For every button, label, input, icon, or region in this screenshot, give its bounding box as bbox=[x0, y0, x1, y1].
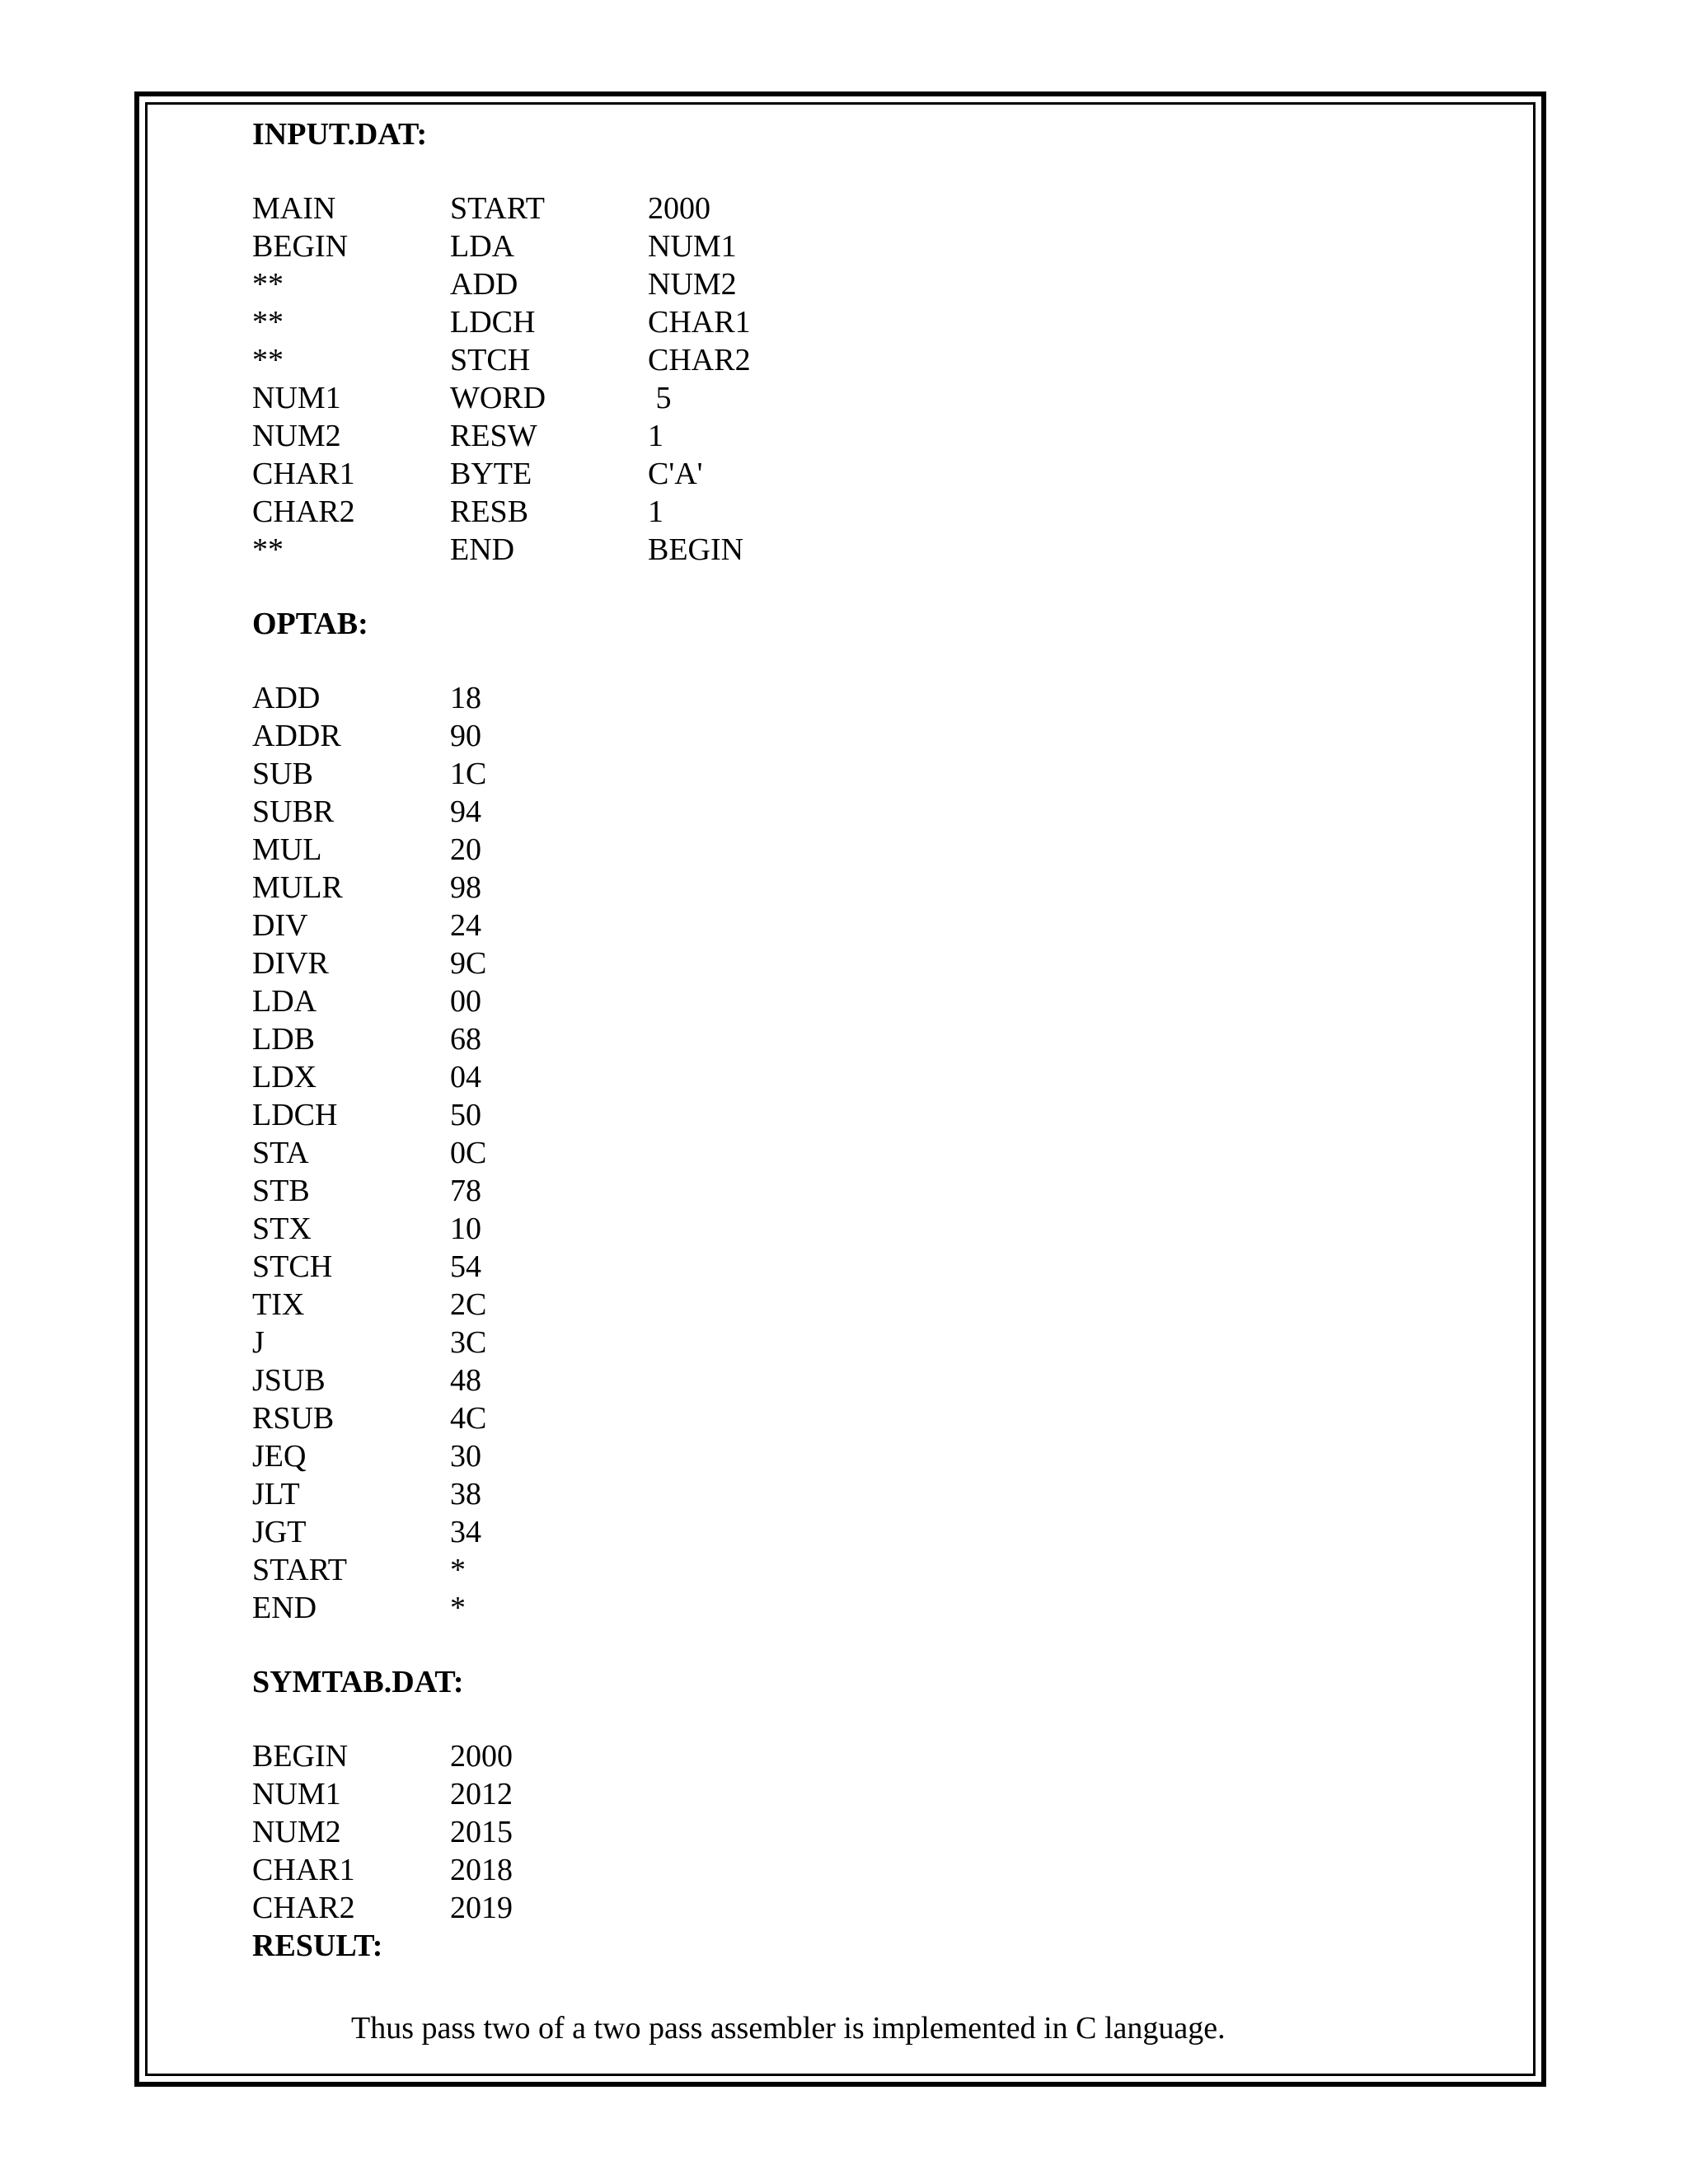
input-row-cell: BEGIN bbox=[648, 532, 744, 567]
optab-row-cell: 48 bbox=[450, 1363, 481, 1398]
optab-row bbox=[252, 907, 1489, 944]
input-row-cell: ** bbox=[252, 532, 284, 567]
optab-row-cell: STCH bbox=[252, 1249, 333, 1284]
optab-row-cell: * bbox=[450, 1553, 466, 1587]
optab-row-cell: 10 bbox=[450, 1212, 481, 1246]
input-row bbox=[252, 265, 1489, 303]
optab-row-cell: START bbox=[252, 1553, 348, 1587]
optab-row-cell: MUL bbox=[252, 832, 322, 867]
optab-row bbox=[252, 1286, 1489, 1324]
input-row-cell: START bbox=[450, 191, 546, 226]
input-row-cell: NUM1 bbox=[648, 229, 737, 264]
optab-row bbox=[252, 1134, 1489, 1172]
optab-row-cell: STA bbox=[252, 1136, 309, 1170]
input-row-cell: NUM2 bbox=[648, 267, 737, 302]
optab-row-cell: MULR bbox=[252, 870, 343, 905]
input-row-cell: 1 bbox=[648, 419, 663, 453]
optab-row-cell: DIVR bbox=[252, 946, 329, 981]
symtab-row bbox=[252, 1813, 1489, 1851]
optab-row-cell: 04 bbox=[450, 1060, 481, 1094]
optab-row bbox=[252, 1361, 1489, 1399]
input-table bbox=[252, 190, 1489, 569]
optab-row-cell: STB bbox=[252, 1174, 310, 1208]
input-row-cell: C'A' bbox=[648, 457, 703, 491]
optab-row-cell: 0C bbox=[450, 1136, 487, 1170]
symtab-row-cell: 2012 bbox=[450, 1777, 513, 1811]
optab-row-cell: RSUB bbox=[252, 1401, 335, 1436]
symtab-row-cell: CHAR2 bbox=[252, 1891, 355, 1925]
optab-row-cell: 00 bbox=[450, 984, 481, 1019]
input-row-cell: CHAR2 bbox=[252, 494, 355, 529]
symtab-row bbox=[252, 1775, 1489, 1813]
optab-row bbox=[252, 869, 1489, 907]
input-row-cell: BEGIN bbox=[252, 229, 349, 264]
optab-table bbox=[252, 679, 1489, 1627]
optab-row-cell: ADD bbox=[252, 681, 321, 715]
input-row-cell: END bbox=[450, 532, 515, 567]
optab-row bbox=[252, 1020, 1489, 1058]
optab-row-cell: LDX bbox=[252, 1060, 317, 1094]
optab-row-cell: END bbox=[252, 1591, 317, 1625]
input-row-cell: NUM2 bbox=[252, 419, 341, 453]
optab-row bbox=[252, 1172, 1489, 1210]
input-row-cell: CHAR1 bbox=[252, 457, 355, 491]
optab-row-cell: 9C bbox=[450, 946, 487, 981]
input-row bbox=[252, 455, 1489, 493]
optab-row-cell: TIX bbox=[252, 1287, 305, 1322]
optab-row bbox=[252, 1058, 1489, 1096]
input-row-cell: ** bbox=[252, 343, 284, 377]
optab-row-cell: 20 bbox=[450, 832, 481, 867]
symtab-row bbox=[252, 1851, 1489, 1889]
optab-row bbox=[252, 1475, 1489, 1513]
input-row bbox=[252, 341, 1489, 379]
optab-row-cell: JSUB bbox=[252, 1363, 326, 1398]
optab-row-cell: 1C bbox=[450, 757, 487, 791]
optab-row-cell: 4C bbox=[450, 1401, 487, 1436]
input-row bbox=[252, 379, 1489, 417]
optab-row-cell: 3C bbox=[450, 1325, 487, 1360]
optab-row-cell: 94 bbox=[450, 794, 481, 829]
optab-row-cell: 98 bbox=[450, 870, 481, 905]
symtab-row-cell: 2000 bbox=[450, 1739, 513, 1774]
document-body bbox=[252, 115, 1489, 1965]
input-row-cell: ** bbox=[252, 267, 284, 302]
optab-row-cell: ADDR bbox=[252, 719, 341, 753]
input-row-cell: RESW bbox=[450, 419, 537, 453]
result-text: Thus pass two of a two pass assembler is implemented in C language. bbox=[351, 2011, 1226, 2046]
optab-row bbox=[252, 1096, 1489, 1134]
input-row-cell: CHAR1 bbox=[648, 305, 751, 340]
optab-row-cell: 34 bbox=[450, 1515, 481, 1549]
input-row-cell: 5 bbox=[648, 381, 672, 415]
input-heading: INPUT.DAT: bbox=[252, 117, 428, 152]
input-row-cell: WORD bbox=[450, 381, 546, 415]
optab-row-cell: 50 bbox=[450, 1098, 481, 1132]
symtab-row-cell: NUM1 bbox=[252, 1777, 341, 1811]
optab-row bbox=[252, 944, 1489, 982]
result-heading: RESULT: bbox=[252, 1929, 383, 1963]
optab-row-cell: 18 bbox=[450, 681, 481, 715]
input-row bbox=[252, 190, 1489, 227]
optab-row bbox=[252, 1210, 1489, 1248]
optab-row-cell: 68 bbox=[450, 1022, 481, 1057]
optab-row-cell: SUB bbox=[252, 757, 313, 791]
symtab-row-cell: 2019 bbox=[450, 1891, 513, 1925]
input-row bbox=[252, 417, 1489, 455]
symtab-row-cell: 2018 bbox=[450, 1853, 513, 1887]
optab-row bbox=[252, 831, 1489, 869]
input-row-cell: ADD bbox=[450, 267, 518, 302]
optab-row-cell: 78 bbox=[450, 1174, 481, 1208]
optab-row-cell: 54 bbox=[450, 1249, 481, 1284]
optab-row-cell: LDCH bbox=[252, 1098, 338, 1132]
input-row bbox=[252, 531, 1489, 569]
input-row-cell: BYTE bbox=[450, 457, 532, 491]
optab-row-cell: JLT bbox=[252, 1477, 300, 1511]
input-row-cell: STCH bbox=[450, 343, 531, 377]
optab-row bbox=[252, 982, 1489, 1020]
optab-row-cell: STX bbox=[252, 1212, 312, 1246]
input-row-cell: RESB bbox=[450, 494, 529, 529]
symtab-row-cell: NUM2 bbox=[252, 1815, 341, 1849]
optab-row-cell: 2C bbox=[450, 1287, 487, 1322]
optab-heading: OPTAB: bbox=[252, 607, 368, 641]
optab-row-cell: 30 bbox=[450, 1439, 481, 1474]
optab-row-cell: * bbox=[450, 1591, 466, 1625]
optab-row bbox=[252, 717, 1489, 755]
input-row-cell: LDCH bbox=[450, 305, 536, 340]
optab-row-cell: 90 bbox=[450, 719, 481, 753]
optab-row bbox=[252, 1513, 1489, 1551]
optab-row-cell: SUBR bbox=[252, 794, 335, 829]
input-row-cell: CHAR2 bbox=[648, 343, 751, 377]
input-row-cell: NUM1 bbox=[252, 381, 341, 415]
input-row-cell: MAIN bbox=[252, 191, 336, 226]
optab-row bbox=[252, 1324, 1489, 1361]
optab-row bbox=[252, 1551, 1489, 1589]
symtab-heading: SYMTAB.DAT: bbox=[252, 1665, 464, 1699]
optab-row-cell: LDA bbox=[252, 984, 317, 1019]
symtab-row bbox=[252, 1889, 1489, 1927]
input-row bbox=[252, 303, 1489, 341]
optab-row-cell: JEQ bbox=[252, 1439, 307, 1474]
input-row-cell: 1 bbox=[648, 494, 663, 529]
optab-row-cell: J bbox=[252, 1325, 265, 1360]
input-row-cell: ** bbox=[252, 305, 284, 340]
optab-row-cell: LDB bbox=[252, 1022, 315, 1057]
input-row bbox=[252, 227, 1489, 265]
input-row bbox=[252, 493, 1489, 531]
optab-row bbox=[252, 1589, 1489, 1627]
optab-row-cell: JGT bbox=[252, 1515, 307, 1549]
optab-row bbox=[252, 1437, 1489, 1475]
symtab-row bbox=[252, 1737, 1489, 1775]
optab-row bbox=[252, 793, 1489, 831]
optab-row bbox=[252, 679, 1489, 717]
symtab-row-cell: BEGIN bbox=[252, 1739, 349, 1774]
optab-row bbox=[252, 1399, 1489, 1437]
optab-row-cell: DIV bbox=[252, 908, 308, 943]
optab-row-cell: 38 bbox=[450, 1477, 481, 1511]
input-row-cell: LDA bbox=[450, 229, 515, 264]
symtab-row-cell: CHAR1 bbox=[252, 1853, 355, 1887]
optab-row-cell: 24 bbox=[450, 908, 481, 943]
optab-row bbox=[252, 1248, 1489, 1286]
input-row-cell: 2000 bbox=[648, 191, 710, 226]
symtab-table bbox=[252, 1737, 1489, 1927]
optab-row bbox=[252, 755, 1489, 793]
symtab-row-cell: 2015 bbox=[450, 1815, 513, 1849]
